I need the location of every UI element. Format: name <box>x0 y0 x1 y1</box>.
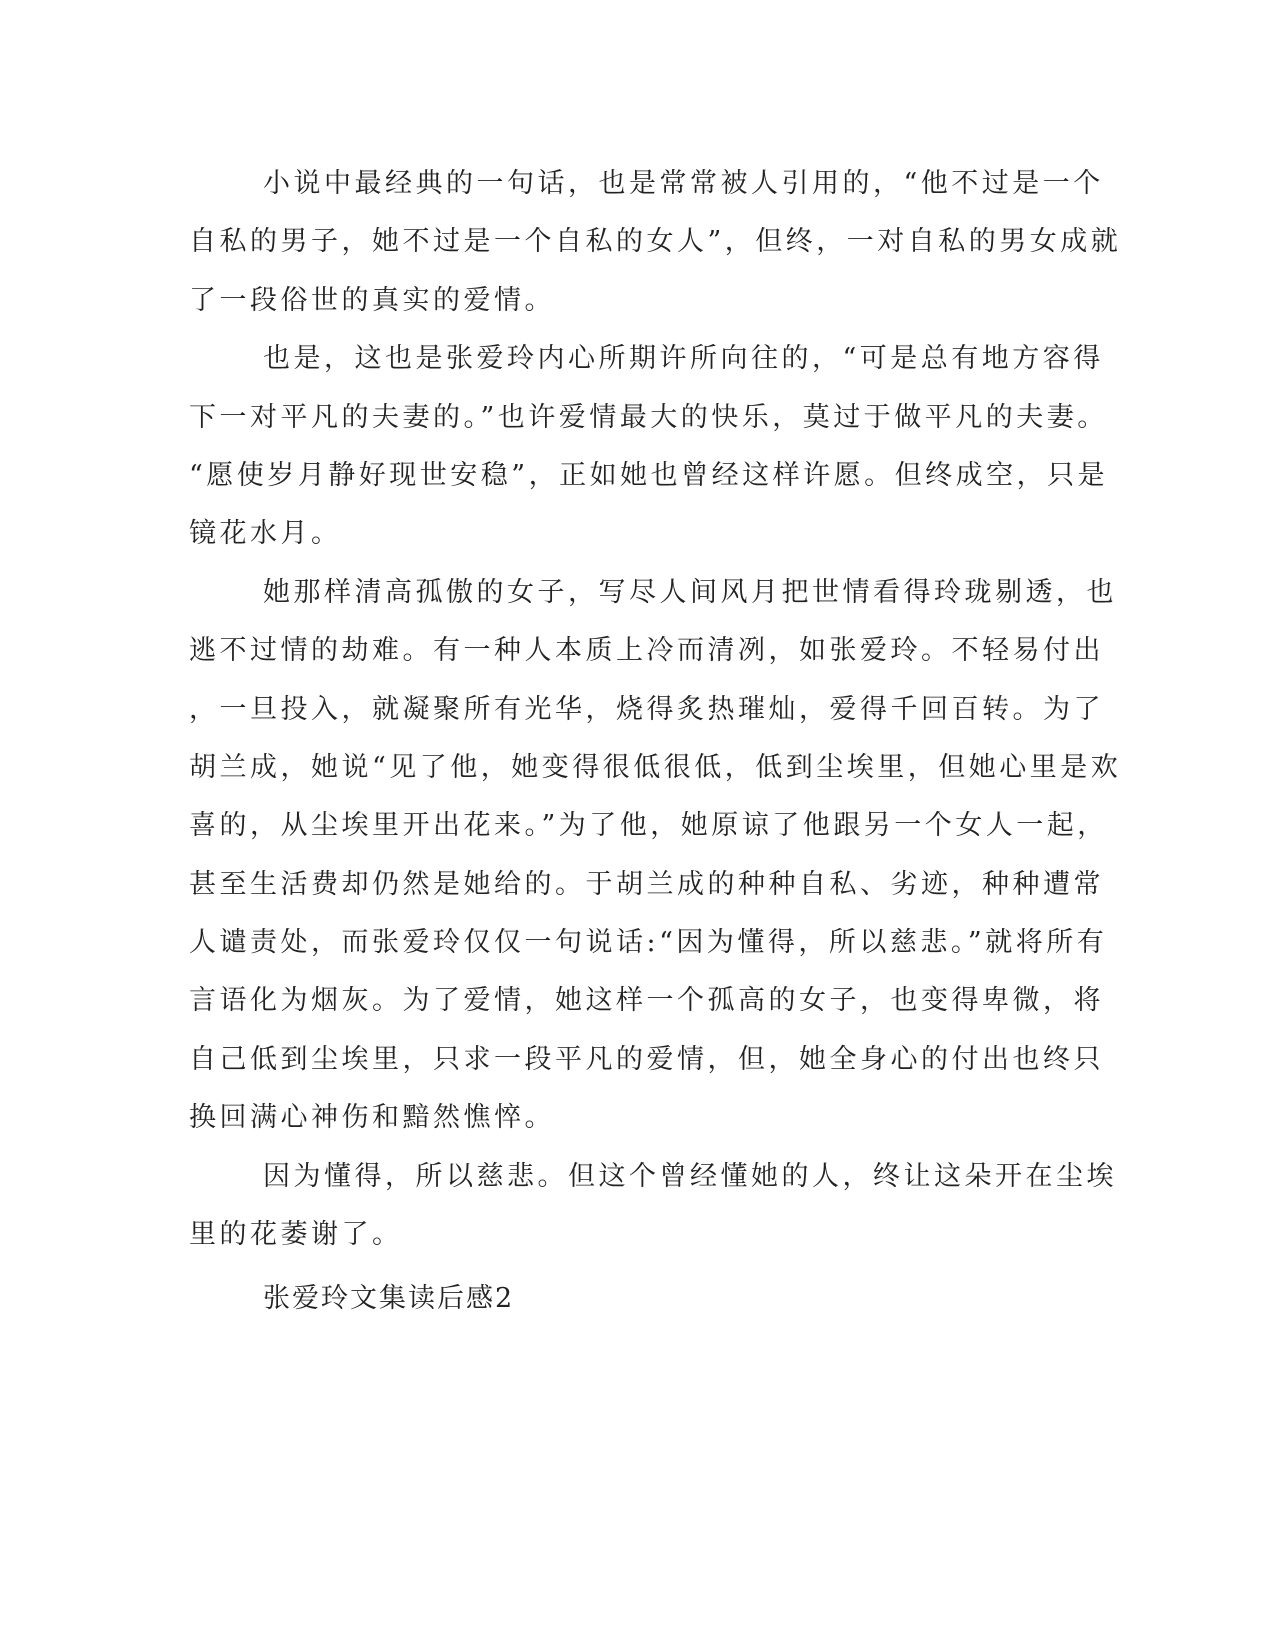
paragraph-line: 自己低到尘埃里，只求一段平凡的爱情，但，她全身心的付出也终只 <box>189 1043 1104 1075</box>
paragraph-line: 里的花萎谢了。 <box>189 1219 403 1251</box>
paragraph-4 <box>189 1148 1117 1265</box>
paragraph-line: 镜花水月。 <box>189 518 342 550</box>
paragraph-line: 因为懂得，所以慈悲。但这个曾经懂她的人，终让这朵开在尘埃 <box>263 1160 1117 1192</box>
document-body <box>189 155 1122 1329</box>
paragraph-line: ，一旦投入，就凝聚所有光华，烧得炙热璀灿，爱得千回百转。为了 <box>189 693 1104 725</box>
paragraph-line: 下一对平凡的夫妻的。”也许爱情最大的快乐，莫过于做平凡的夫妻。 <box>189 401 1108 433</box>
paragraph-1 <box>189 155 1122 330</box>
paragraph-line: 甚至生活费却仍然是她给的。于胡兰成的种种自私、劣迹，种种遭常 <box>189 868 1104 900</box>
paragraph-line: 换回满心神伤和黯然憔悴。 <box>189 1102 555 1134</box>
paragraph-line: 自私的男子，她不过是一个自私的女人”，但终，一对自私的男女成就 <box>189 226 1122 258</box>
paragraph-line: 也是，这也是张爱玲内心所期许所向往的，“可是总有地方容得 <box>263 343 1104 375</box>
paragraph-line: 了一段俗世的真实的爱情。 <box>189 284 555 316</box>
paragraph-line: 言语化为烟灰。为了爱情，她这样一个孤高的女子，也变得卑微，将 <box>189 985 1104 1017</box>
paragraph-line: 人谴责处，而张爱玲仅仅一句说话:“因为懂得，所以慈悲。”就将所有 <box>189 927 1108 959</box>
paragraph-line: 喜的，从尘埃里开出花来。”为了他，她原谅了他跟另一个女人一起， <box>189 810 1108 842</box>
paragraph-2 <box>189 330 1109 564</box>
paragraph-line: “愿使岁月静好现世安稳”，正如她也曾经这样许愿。但终成空，只是 <box>189 459 1109 491</box>
paragraph-line: 胡兰成，她说“见了他，她变得很低很低，低到尘埃里，但她心里是欢 <box>189 751 1122 783</box>
section-heading: 张爱玲文集读后感2 <box>263 1283 515 1315</box>
paragraph-line: 小说中最经典的一句话，也是常常被人引用的，“他不过是一个 <box>263 168 1104 199</box>
paragraph-line: 逃不过情的劫难。有一种人本质上冷而清冽，如张爱玲。不轻易付出 <box>189 635 1104 667</box>
paragraph-3 <box>189 564 1122 1148</box>
paragraph-line: 她那样清高孤傲的女子，写尽人间风月把世情看得玲珑剔透，也 <box>263 576 1117 608</box>
